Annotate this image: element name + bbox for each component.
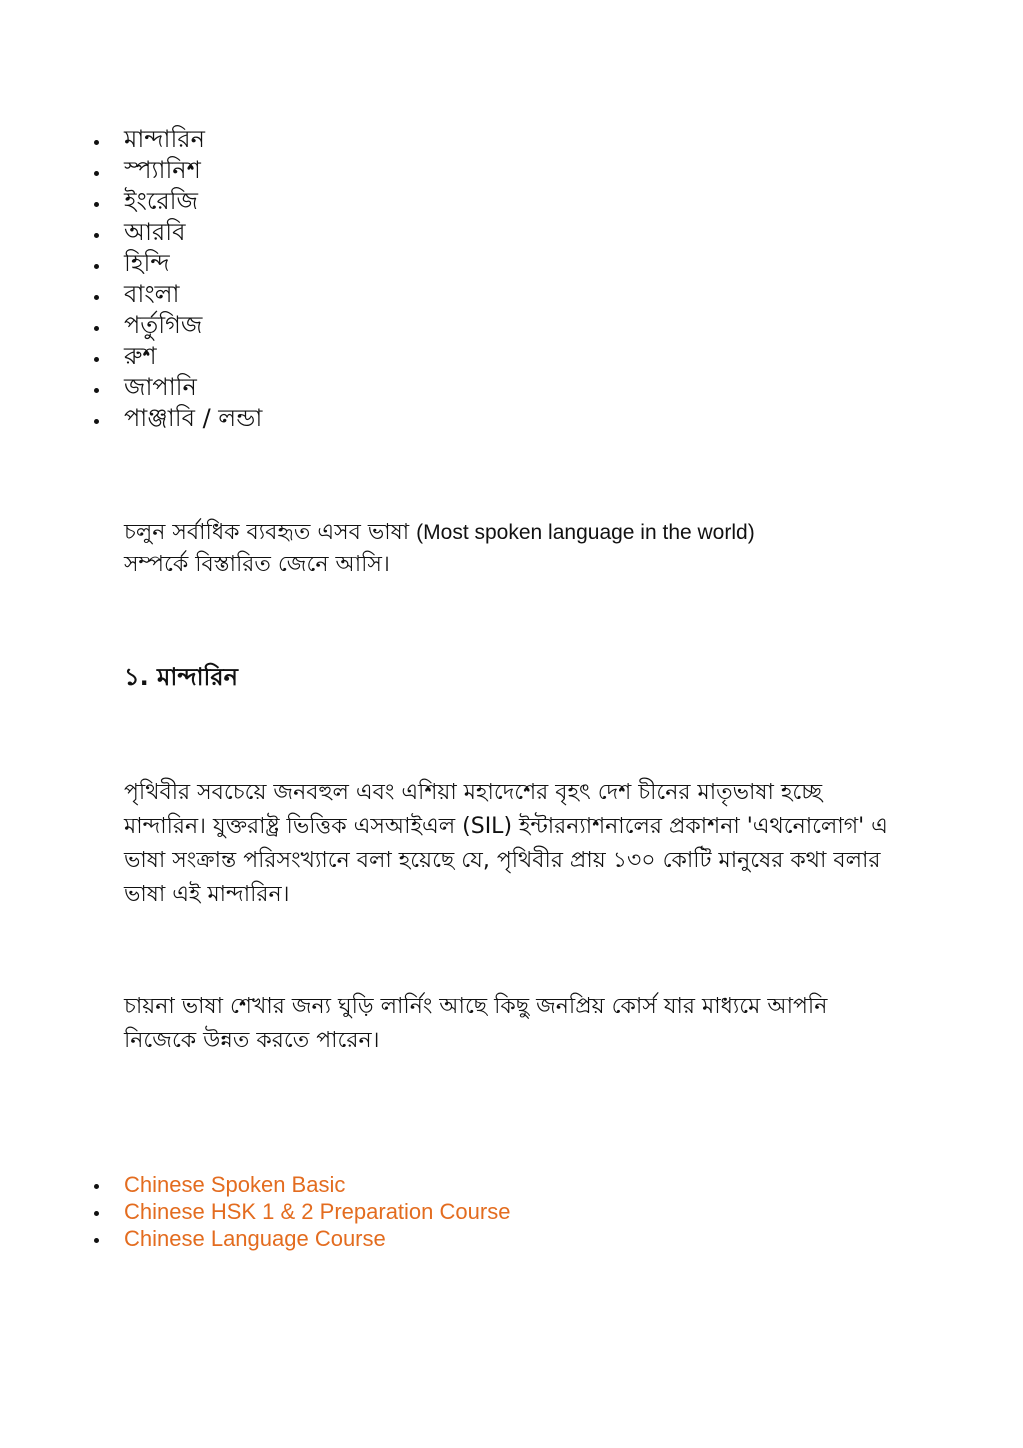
list-item: আরবি xyxy=(90,217,262,248)
language-list xyxy=(90,124,262,434)
list-item: পাঞ্জাবি / লন্ডা xyxy=(90,403,262,434)
body-paragraph: চায়না ভাষা শেখার জন্য ঘুড়ি লার্নিং আছে কিছু জনপ্রিয় কোর্স যার মাধ্যমে আপনি নিজেকে উন্নত করতে পারেন। xyxy=(124,994,828,1053)
course-link[interactable]: Chinese HSK 1 & 2 Preparation Course xyxy=(124,1199,511,1224)
intro-english: (Most spoken language in the world) xyxy=(416,521,755,544)
intro-text-before: চলুন সর্বাধিক ব্যবহৃত এসব ভাষা xyxy=(124,520,417,545)
list-item: স্প্যানিশ xyxy=(90,155,262,186)
intro-paragraph xyxy=(124,517,884,581)
list-item: জাপানি xyxy=(90,372,262,403)
course-link-list xyxy=(90,1171,510,1252)
body-paragraph: পৃথিবীর সবচেয়ে জনবহুল এবং এশিয়া মহাদেশের বৃহৎ দেশ চীনের মাতৃভাষা হচ্ছে মান্দারিন। যুক্তরাষ্ট্র ভিত্তিক এসআইএল (SIL) ইন্টারন্যাশনালের প্রকাশনা 'এথনোলোগ' এ ভাষা সংক্রান্ত পরিসংখ্যানে বলা হয়েছে যে, পৃথিবীর প্রায় ১৩০ কোটি মানুষের কথা বলার ভাষা এই মান্দারিন। xyxy=(124,780,888,907)
intro-text-after: সম্পর্কে বিস্তারিত জেনে আসি। xyxy=(124,552,390,577)
list-item: বাংলা xyxy=(90,279,262,310)
course-link[interactable]: Chinese Language Course xyxy=(124,1226,386,1251)
section-heading: ১. মান্দারিন xyxy=(124,663,238,691)
course-link[interactable]: Chinese Spoken Basic xyxy=(124,1172,346,1197)
list-item: রুশ xyxy=(90,341,262,372)
list-item: ইংরেজি xyxy=(90,186,262,217)
list-item: হিন্দি xyxy=(90,248,262,279)
list-item xyxy=(90,1198,510,1225)
list-item: মান্দারিন xyxy=(90,124,262,155)
list-item xyxy=(90,1225,510,1252)
list-item: পর্তুগিজ xyxy=(90,310,262,341)
list-item xyxy=(90,1171,510,1198)
